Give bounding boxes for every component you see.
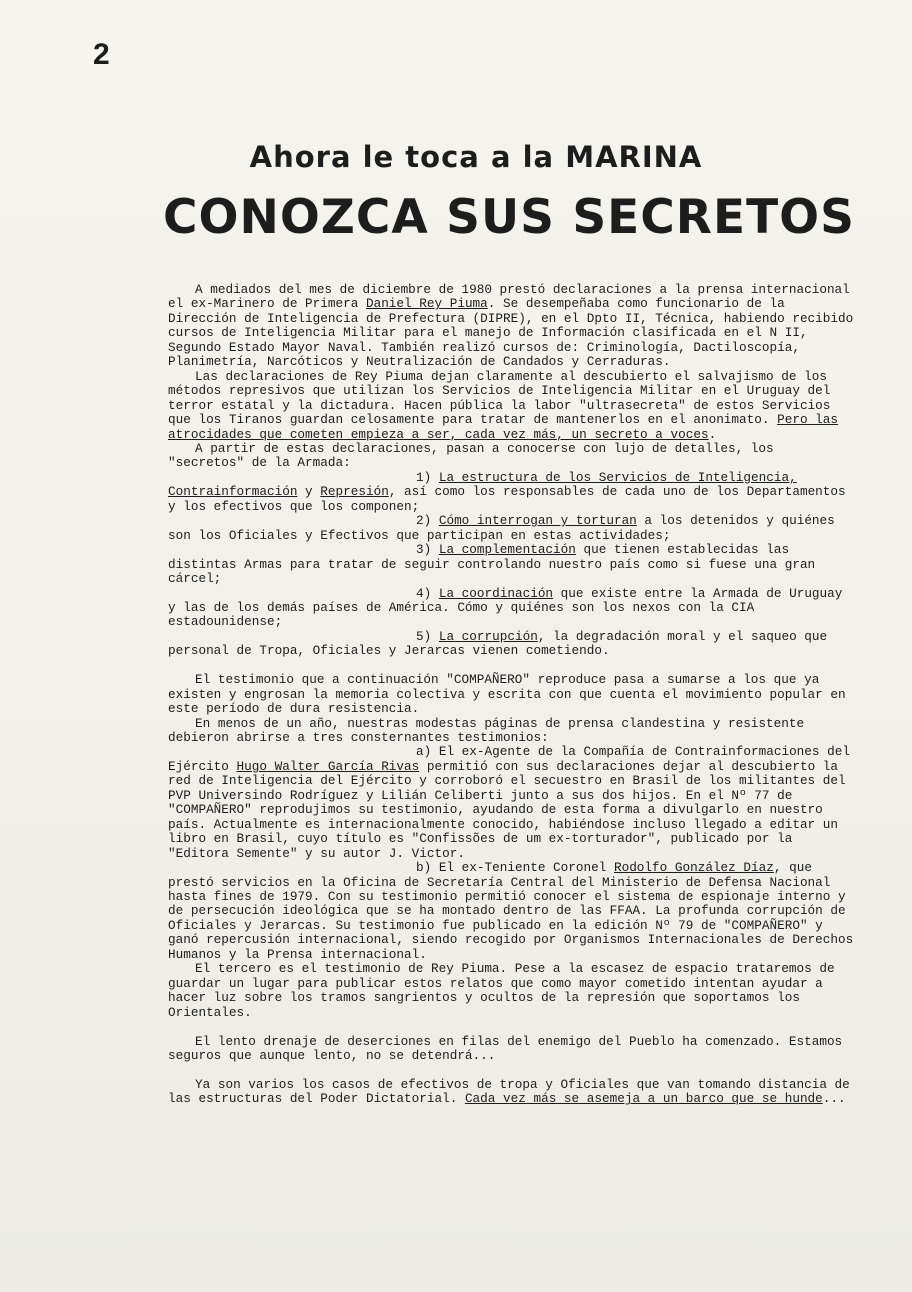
underlined-text: La corrupción (438, 628, 538, 644)
text-run: que existe entre la Armada de Uruguay y las de los demás países de América. Cómo y quiénes son los nexos con la CIA estadounidense; (168, 585, 843, 630)
article-kicker: Ahora le toca a la MARINA (249, 140, 703, 174)
article-paragraph (168, 370, 855, 442)
text-run: A mediados del mes de diciembre de 1980 prestó declaraciones a la prensa internacional el ex-Marinero de Primera (168, 282, 850, 312)
underlined-text: La estructura de los Servicios de Inteligencia, Contrainformación (168, 469, 797, 500)
underlined-text: Cada vez más se asemeja a un barco que se hunde (464, 1091, 823, 1107)
text-run: En menos de un año, nuestras modestas páginas de prensa clandestina y resistente debieron abrirse a tres consternantes testimonios: (168, 715, 805, 746)
article-headline: CONOZCA SUS SECRETOS (163, 190, 855, 245)
article-paragraph (168, 745, 855, 861)
article-paragraph (168, 543, 855, 586)
article-paragraph (168, 630, 855, 659)
article-paragraph (168, 283, 855, 370)
text-run: 1) (416, 469, 439, 485)
text-run: , que prestó servicios en la Oficina de Secretaría Central del Ministerio de Defensa Nacional hasta fines de 1979. Con su testimonio permitió conocer el sistema de espionaje interno y de persecución ideológica que se ha montado dentro de las FFAA. La profunda corrupción de Oficiales y Jerarcas. Su testimonio fue publicado en la edición Nº 79 de "COMPAÑERO" y ganó repercusión internacional, siendo recogido por Organismos Internacionales de Derechos Humanos y la Prensa internacional. (168, 860, 854, 962)
article-paragraph (168, 514, 855, 543)
article-paragraph (168, 717, 855, 746)
text-run: 2) (416, 513, 439, 529)
text-run: que tienen establecidas las distintas Armas para tratar de seguir controlando nuestro país como si fuese una gran cárcel; (168, 542, 816, 587)
text-run: y (297, 484, 321, 500)
underlined-text: Hugo Walter García Rivas (236, 758, 420, 774)
underlined-text: Represión (320, 484, 389, 500)
page-number: 2 (93, 38, 110, 71)
text-run: a) El ex-Agente de la Compañía de Contrainformaciones del Ejército (168, 744, 850, 774)
text-run: a los detenidos y quiénes son los Oficiales y Efectivos que participan en estas actividades; (168, 513, 835, 543)
text-run: 5) (416, 628, 439, 644)
text-run: ... (822, 1091, 846, 1107)
underlined-text: Rodolfo González Díaz (613, 860, 774, 876)
paragraph-spacer (168, 659, 855, 673)
article-paragraph (168, 962, 855, 1020)
article-paragraph (168, 587, 855, 630)
text-run: A partir de estas declaraciones, pasan a conocerse con lujo de detalles, los "secretos" de la Armada: (168, 440, 774, 471)
article-paragraph (168, 1035, 855, 1064)
article-paragraph (168, 673, 855, 716)
text-run: . Se desempeñaba como funcionario de la Dirección de Inteligencia de Prefectura (DIPRE), en el Dpto II, Técnica, habiendo recibido cursos de Inteligencia Militar para el manejo de Información clasificada en el N II, Segundo Estado Mayor Naval. También realizó cursos de: Criminología, Dactiloscopía, Planimetría, Narcóticos y Neutralización de Candados y Cerraduras. (168, 296, 854, 370)
text-run: 3) (416, 542, 439, 558)
underlined-text: Cómo interrogan y torturan (438, 513, 637, 529)
text-run: , así como los responsables de cada uno de los Departamentos y los efectivos que los componen; (168, 484, 846, 514)
paragraph-spacer (168, 1020, 855, 1034)
underlined-text: La complementación (438, 542, 576, 558)
underlined-text: La coordinación (438, 585, 554, 601)
text-run: El testimonio que a continuación "COMPAÑERO" reproduce pasa a sumarse a los que ya existen y engrosan la memoria colectiva y escrita con que cuenta el movimiento popular en este período de dura resistencia. (168, 672, 846, 717)
underlined-text: Pero las atrocidades que cometen empieza a ser, cada vez más, un secreto a voces (168, 412, 839, 442)
article-paragraph (168, 471, 855, 514)
text-run: Ya son varios los casos de efectivos de tropa y Oficiales que van tomando distancia de las estructuras del Poder Dictatorial. (168, 1076, 850, 1107)
paragraph-spacer (168, 1063, 855, 1077)
article-paragraph (168, 442, 855, 471)
text-run: permitió con sus declaraciones dejar al descubierto la red de Inteligencia del Ejército y corroboró el secuestro en Brasil de los militantes del PVP Universindo Rodríguez y Lilián Celiberti junto a sus dos hijos. En el Nº 77 de "COMPAÑERO" reprodujimos su testimonio, ayudando de esta forma a divulgarlo en nuestro país. Actualmente es internacionalmente conocido, habiéndose incluso llegado a editar un libro en Brasil, cuyo título es "Confissões de um ex-torturador", publicado por la "Editora Semente" y su autor J. Victor. (168, 758, 846, 861)
text-run: El lento drenaje de deserciones en filas del enemigo del Pueblo ha comenzado. Estamos seguros que aunque lento, no se detendrá... (168, 1033, 843, 1063)
article-body (168, 283, 855, 1107)
text-run: b) El ex-Teniente Coronel (416, 860, 614, 876)
text-run: , la degradación moral y el saqueo que personal de Tropa, Oficiales y Jerarcas vienen cometiendo. (168, 628, 828, 659)
text-run: . (708, 426, 717, 442)
article-paragraph (168, 861, 855, 962)
text-run: El tercero es el testimonio de Rey Piuma. Pese a la escasez de espacio trataremos de guardar un lugar para publicar estos relatos que como mayor cometido intentan ayudar a hacer luz sobre los tramos sangrientos y ocultos de la represión que soportamos los Orientales. (168, 961, 835, 1020)
text-run: 4) (416, 585, 439, 601)
text-run: Las declaraciones de Rey Piuma dejan claramente al descubierto el salvajismo de los métodos represivos que utilizan los Servicios de Inteligencia Militar en el Uruguay del terror estatal y la dictadura. Hacen pública la labor "ultrasecreta" de estos Servicios que los Tiranos guardan celosamente para tratar de mantenerlos en el anonimato. (168, 368, 831, 428)
underlined-text: Daniel Rey Piuma (365, 296, 488, 312)
article-paragraph (168, 1078, 855, 1107)
